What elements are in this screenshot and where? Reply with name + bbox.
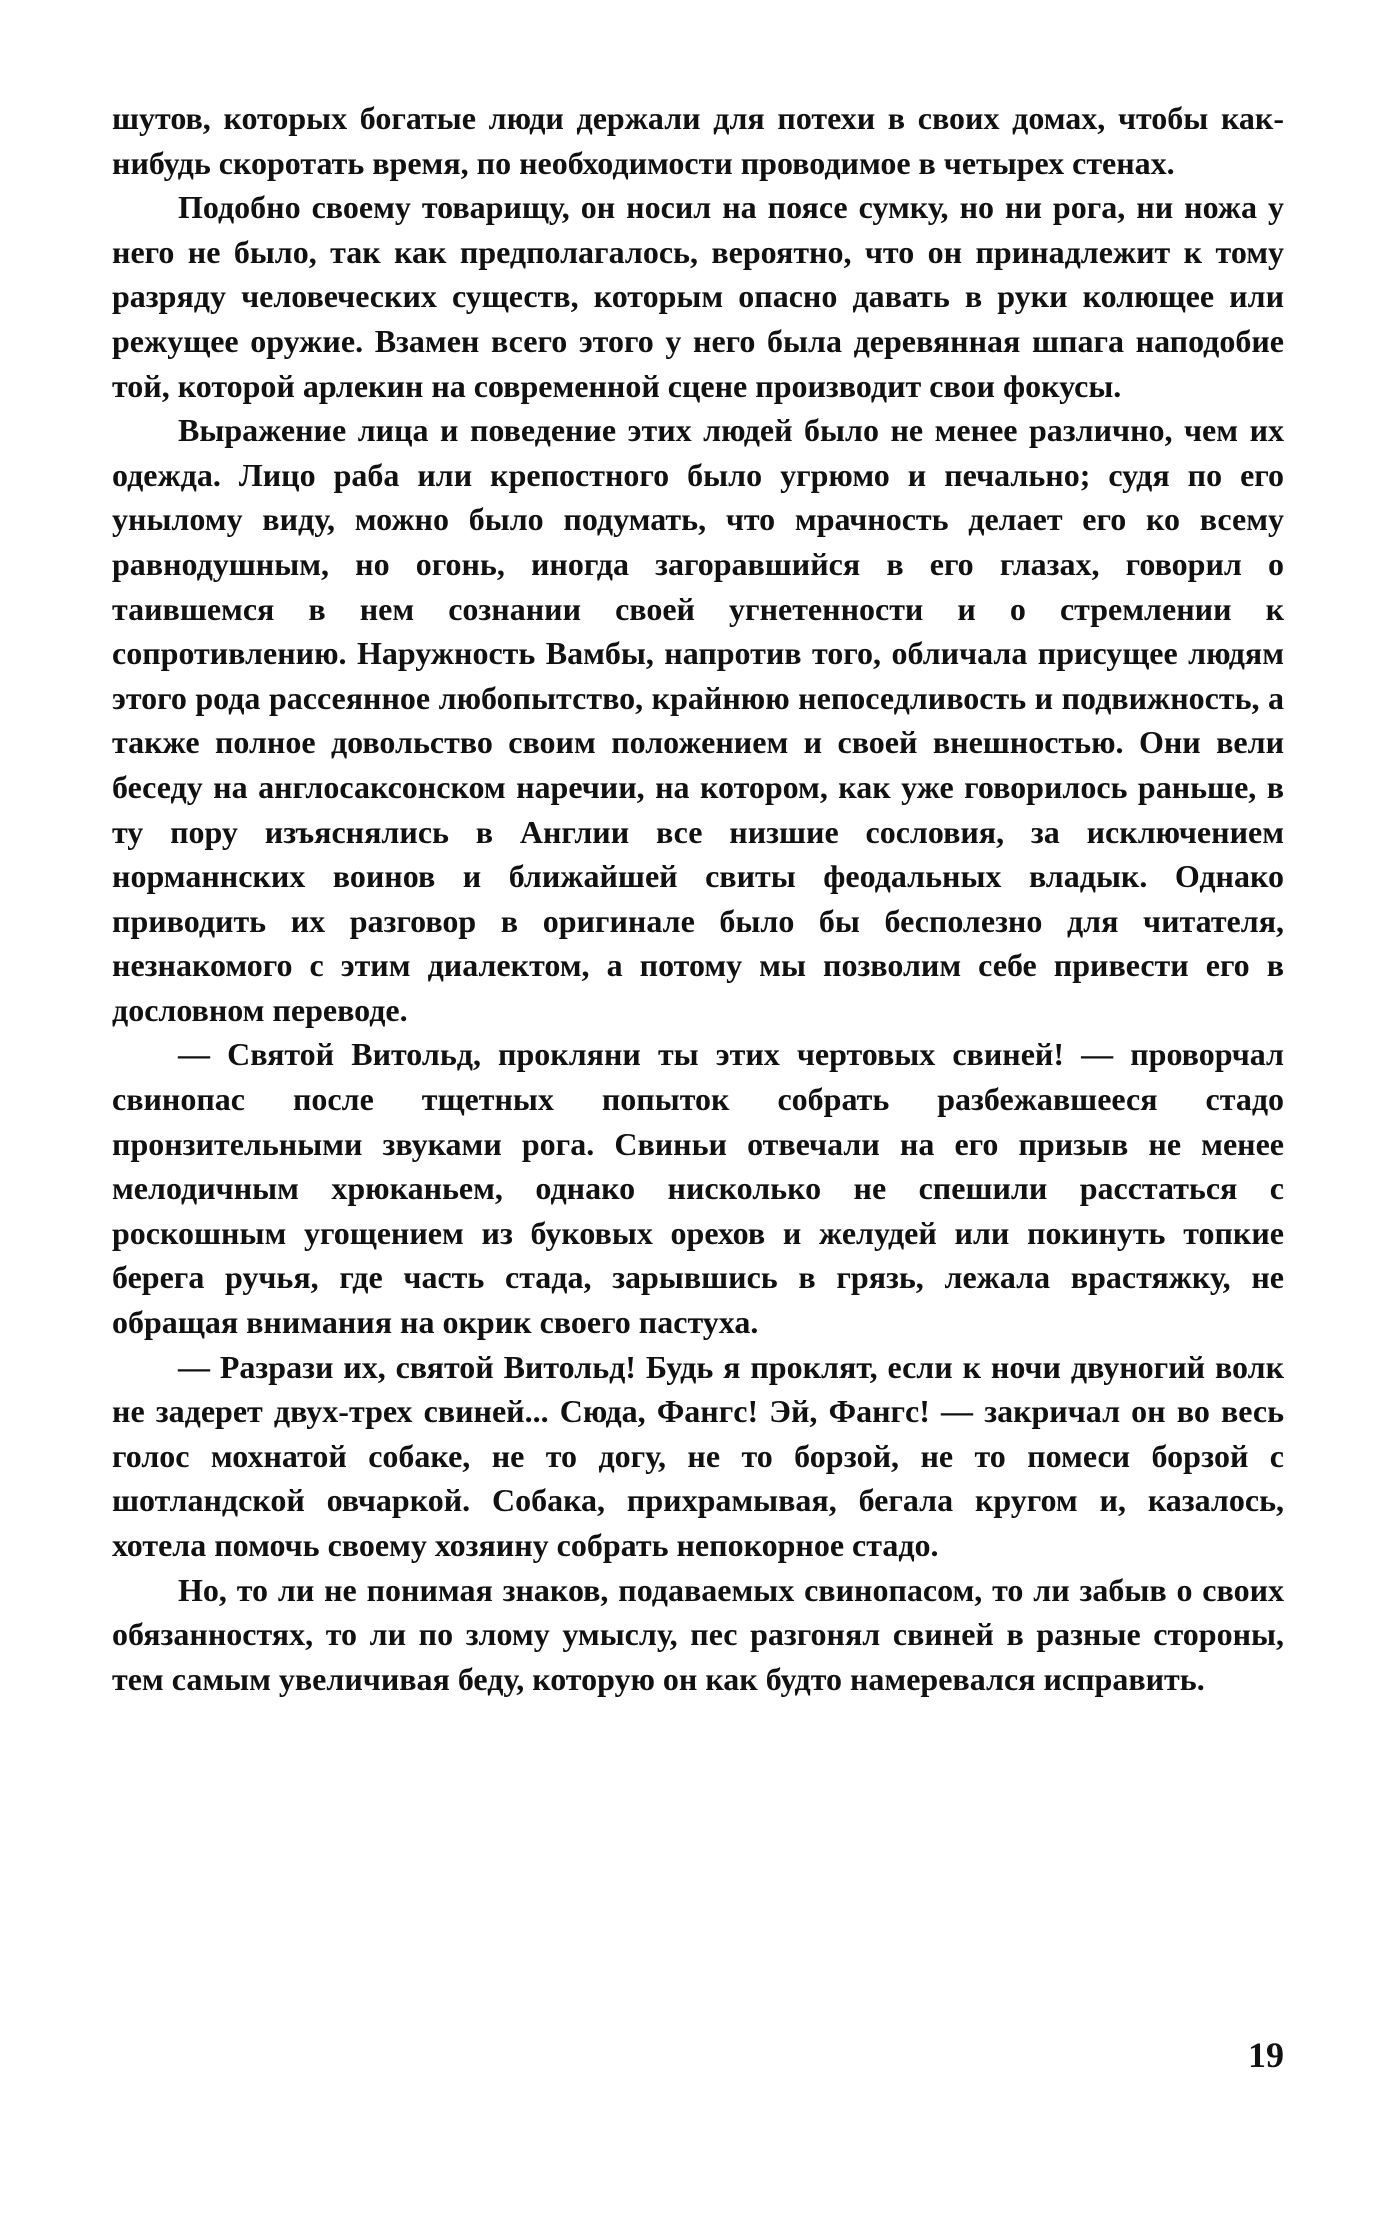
- paragraph-6: Но, то ли не понимая знаков, подаваемых свинопасом, то ли забыв о своих обязанностях, то ли по злому умыслу, пес разгонял свиней в разные стороны, тем самым увеличивая беду, которую он как будто намеревался исправить.: [112, 1571, 1284, 1697]
- page-number: 19: [1248, 2035, 1284, 2075]
- paragraph-2: Подобно своему товарищу, он носил на поясе сумку, но ни рога, ни ножа у него не было, так как предполагалось, вероятно, что он принадлежит к тому разряду человеческих существ, которым опасно давать в руки колющее или режущее оружие. Взамен всего этого у него была деревянная шпага наподобие той, которой арлекин на современной сцене производит свои фокусы.: [112, 189, 1284, 404]
- paragraph-1: шутов, которых богатые люди держали для потехи в своих домах, чтобы как-нибудь скоротать время, по необходимости проводимое в четырех стенах.: [112, 100, 1284, 181]
- paragraph-5: — Разрази их, святой Витольд! Будь я проклят, если к ночи двуногий волк не задерет двух-трех свиней... Сюда, Фангс! Эй, Фангс! — закричал он во весь голос мохнатой собаке, не то догу, не то борзой, не то помеси борзой с шотландской овчаркой. Собака, прихрамывая, бегала кругом и, казалось, хотела помочь своему хозяину собрать непокорное стадо.: [112, 1348, 1284, 1563]
- paragraph-3: Выражение лица и поведение этих людей было не менее различно, чем их одежда. Лицо раба или крепостного было угрюмо и печально; судя по его унылому виду, можно было подумать, что мрачность делает его ко всему равнодушным, но огонь, иногда загоравшийся в его глазах, говорил о таившемся в нем сознании своей угнетенности и о стремлении к сопротивлению. Наружность Вамбы, напротив того, обличала присущее людям этого рода рассеянное любопытство, крайнюю непоседливость и подвижность, а также полное довольство своим положением и своей внешностью. Они вели беседу на англосаксонском наречии, на котором, как уже говорилось раньше, в ту пору изъяснялись в Англии все низшие сословия, за исключением норманнских воинов и ближайшей свиты феодальных владык. Однако приводить их разговор в оригинале было бы бесполезно для читателя, незнакомого с этим диалектом, а потому мы позволим себе привести его в дословном переводе.: [112, 412, 1284, 1028]
- paragraph-4: — Святой Витольд, прокляни ты этих чертовых свиней! — проворчал свинопас после тщетных попыток собрать разбежавшееся стадо пронзительными звуками рога. Свиньи отвечали на его призыв не менее мелодичным хрюканьем, однако нисколько не спешили расстаться с роскошным угощением из буковых орехов и желудей или покинуть топкие берега ручья, где часть стада, зарывшись в грязь, лежала врастяжку, не обращая внимания на окрик своего пастуха.: [112, 1036, 1284, 1341]
- page-body: [112, 96, 1284, 1701]
